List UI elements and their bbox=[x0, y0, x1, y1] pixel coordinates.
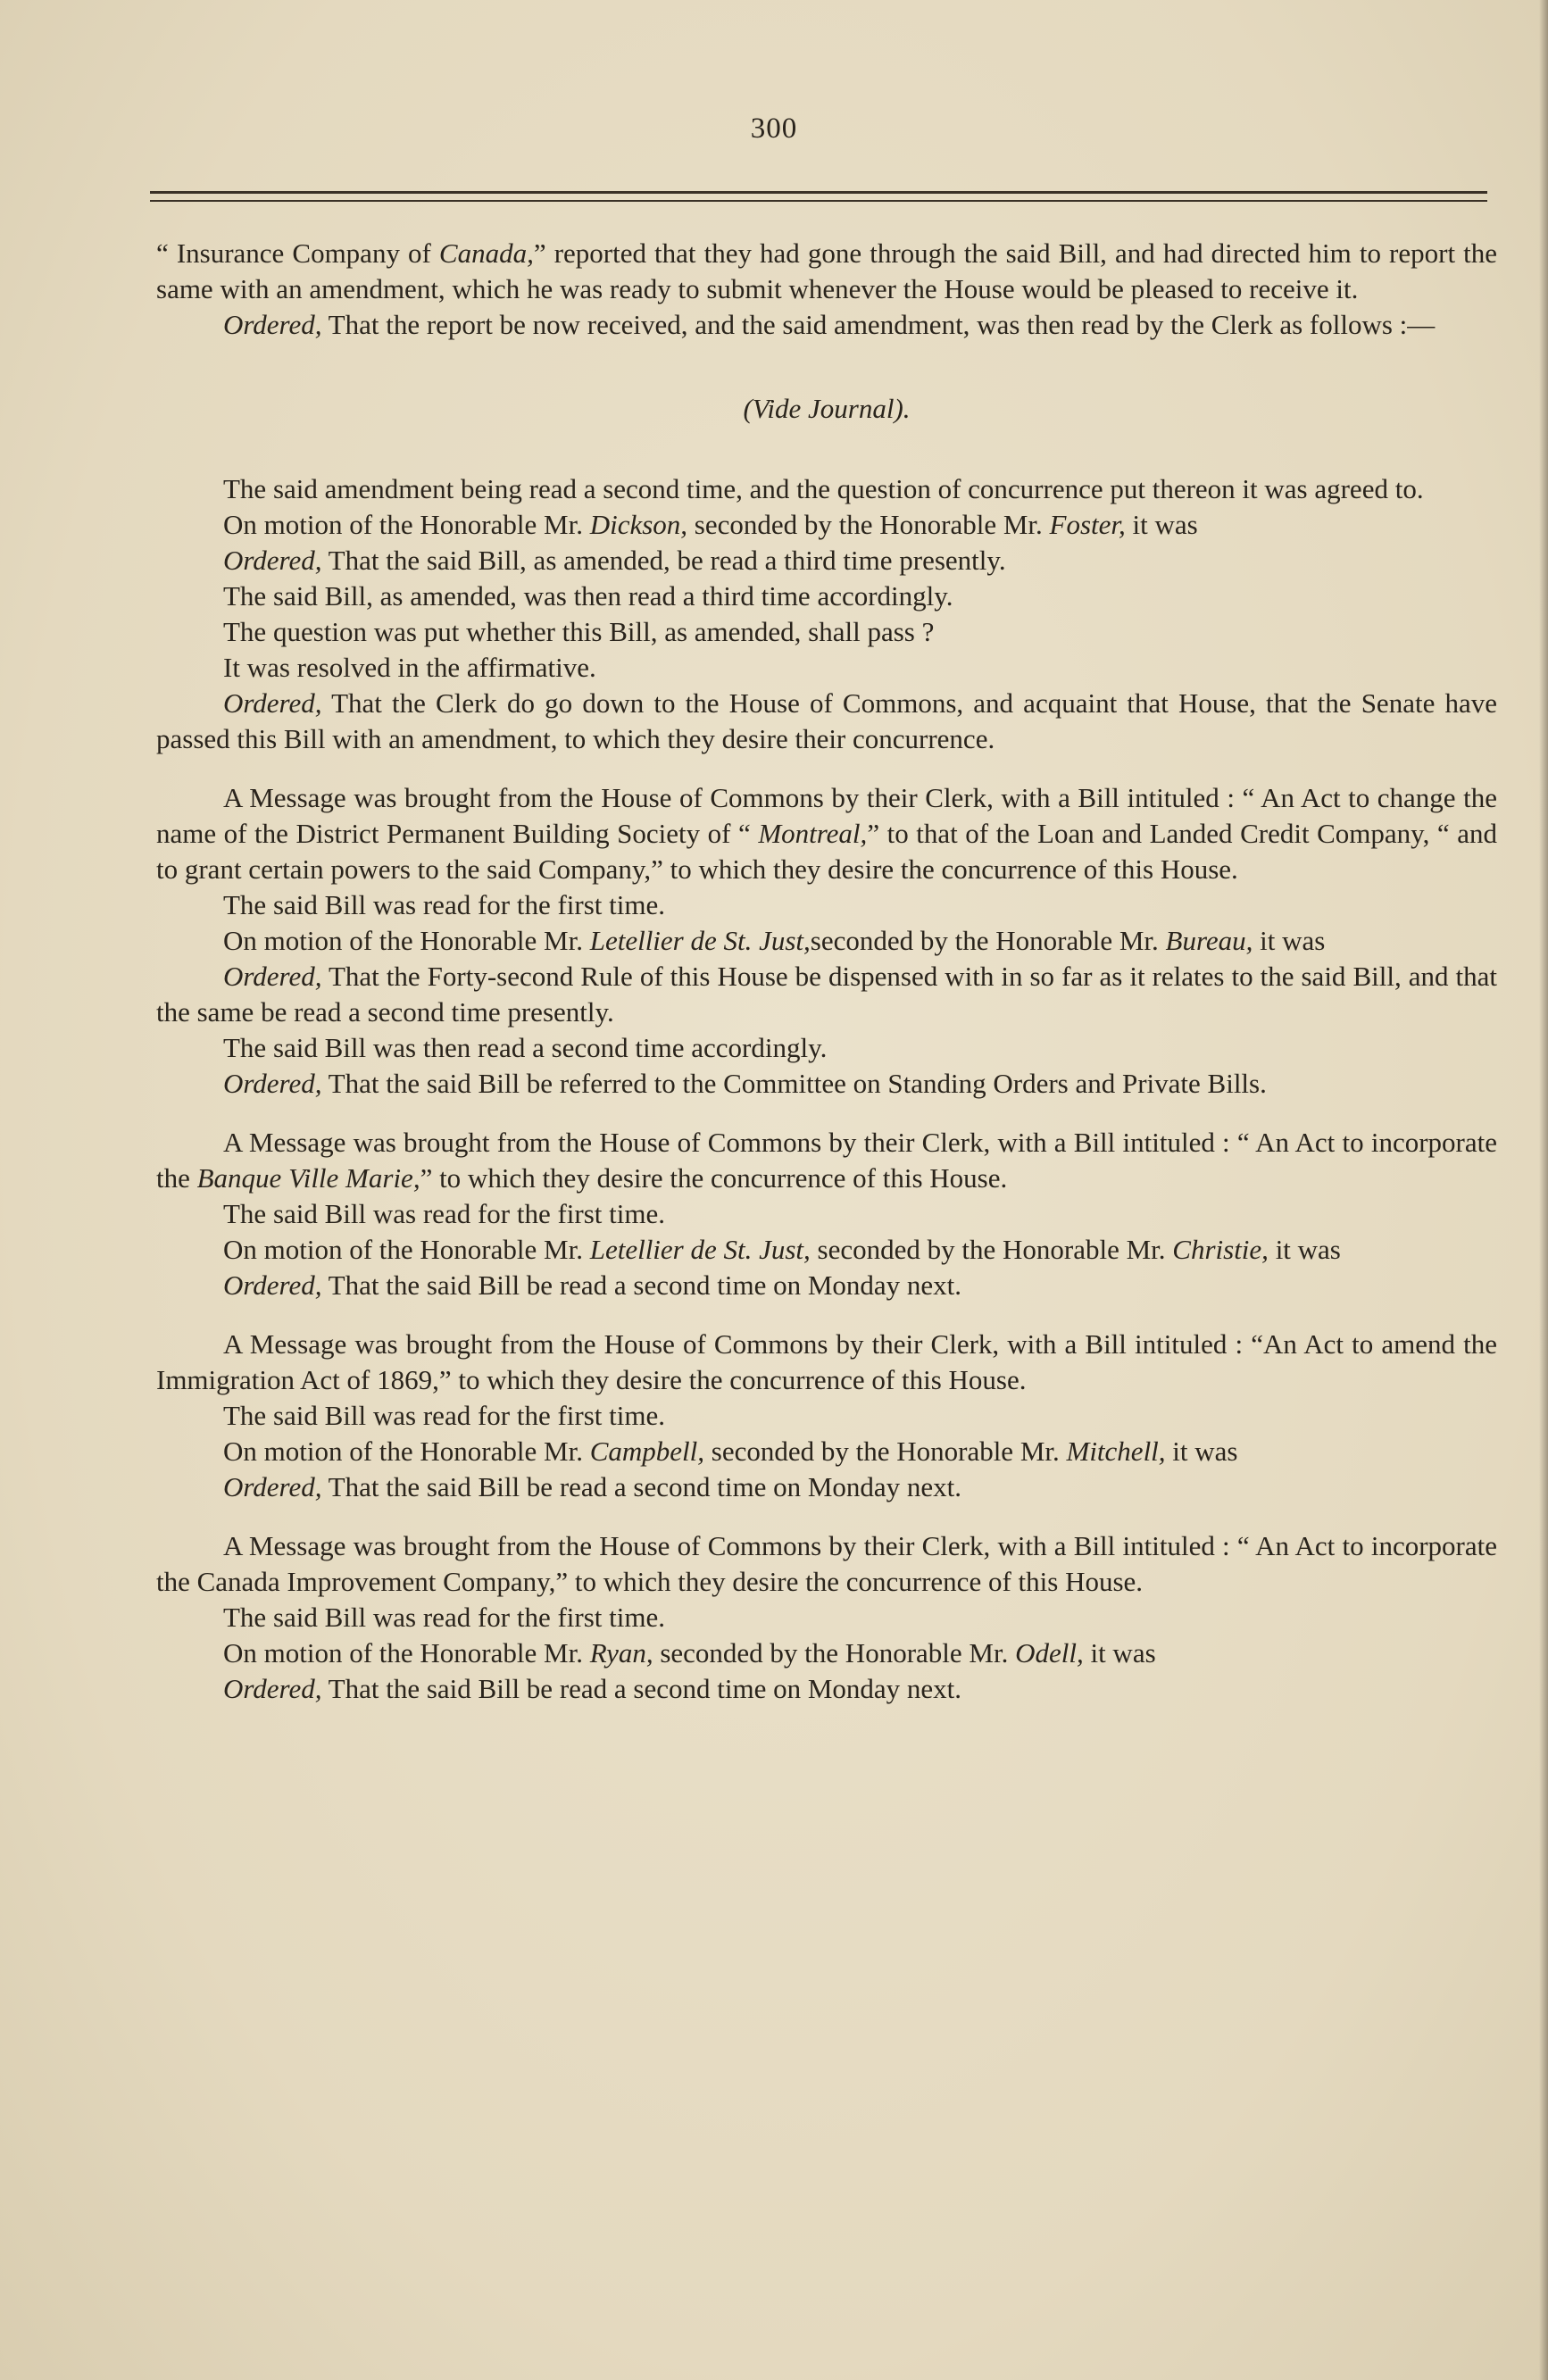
paragraph: The said Bill was read for the first time. bbox=[223, 1198, 666, 1229]
paragraph: On motion of the Honorable Mr. Dickson, seconded by the Honorable Mr. Foster, it was bbox=[223, 509, 1198, 540]
paragraph: Ordered, That the said Bill be read a second time on Monday next. bbox=[223, 1269, 962, 1301]
paragraph: Ordered, That the said Bill be read a second time on Monday next. bbox=[223, 1471, 962, 1502]
paragraph: The said Bill, as amended, was then read a third time accordingly. bbox=[223, 580, 953, 612]
paragraph: On motion of the Honorable Mr. Letellier de St. Just, seconded by the Honorable Mr. Christie, it was bbox=[223, 1234, 1341, 1265]
paragraph: A Message was brought from the House of Commons by their Clerk, with a Bill intituled : “ An Act to incorporate the Canada Improvement Company,” to which they desire the concurrence of this House. bbox=[156, 1530, 1497, 1597]
paragraph: Ordered, That the said Bill be read a second time on Monday next. bbox=[223, 1673, 962, 1704]
paragraph: On motion of the Honorable Mr. Letellier de St. Just,seconded by the Honorable Mr. Bureau, it was bbox=[223, 925, 1326, 956]
paragraph: Ordered, That the report be now received, and the said amendment, was then read by the Clerk as follows :— bbox=[223, 309, 1436, 340]
header-rule-thin bbox=[150, 200, 1487, 202]
paragraph: On motion of the Honorable Mr. Ryan, seconded by the Honorable Mr. Odell, it was bbox=[223, 1637, 1156, 1668]
paragraph: The question was put whether this Bill, as amended, shall pass ? bbox=[223, 616, 935, 647]
paragraph: Ordered, That the Clerk do go down to the House of Commons, and acquaint that House, that the Senate have passed this Bill with an amendment, to which they desire their concurrence. bbox=[156, 687, 1497, 754]
paragraph: “ Insurance Company of Canada,” reported that they had gone through the said Bill, and had directed him to report the same with an amendment, which he was ready to submit whenever the House would be pleased to receive it. bbox=[156, 237, 1498, 304]
paragraph: The said amendment being read a second time, and the question of concurrence put thereon it was agreed to. bbox=[223, 473, 1424, 504]
body-text bbox=[156, 236, 1497, 1707]
paragraph: The said Bill was read for the first time. bbox=[223, 1400, 666, 1431]
paragraph: Ordered, That the said Bill be referred to the Committee on Standing Orders and Private Bills. bbox=[223, 1068, 1267, 1099]
paragraph: The said Bill was read for the first time. bbox=[223, 1602, 666, 1633]
page-number: 300 bbox=[750, 112, 798, 145]
paragraph: Ordered, That the Forty-second Rule of this House be dispensed with in so far as it relates to the said Bill, and that the same be read a second time presently. bbox=[156, 961, 1497, 1028]
paragraph: A Message was brought from the House of Commons by their Clerk, with a Bill intituled : “ An Act to incorporate the Banque Ville Marie,” to which they desire the concurrence of this House. bbox=[156, 1127, 1497, 1194]
paragraph: On motion of the Honorable Mr. Campbell, seconded by the Honorable Mr. Mitchell, it was bbox=[223, 1435, 1238, 1467]
paragraph: A Message was brought from the House of Commons by their Clerk, with a Bill intituled : “An Act to amend the Immigration Act of 1869,” to which they desire the concurrence of this House. bbox=[156, 1328, 1497, 1395]
paragraph: The said Bill was then read a second time accordingly. bbox=[223, 1032, 828, 1063]
paragraph: A Message was brought from the House of Commons by their Clerk, with a Bill intituled : “ An Act to change the name of the District Permanent Building Society of “ Montreal,” to that of the Loan and Landed Credit Company, “ and to grant certain powers to the said Company,” to which they desire the concurrence of this House. bbox=[156, 782, 1497, 885]
paragraph: The said Bill was read for the first time. bbox=[223, 889, 666, 920]
header-rule bbox=[150, 191, 1487, 194]
paragraph: It was resolved in the affirmative. bbox=[223, 652, 596, 683]
vide-journal: (Vide Journal). bbox=[743, 393, 911, 424]
page-edge-shadow bbox=[1539, 0, 1548, 2380]
paragraph: Ordered, That the said Bill, as amended, be read a third time presently. bbox=[223, 545, 1006, 576]
